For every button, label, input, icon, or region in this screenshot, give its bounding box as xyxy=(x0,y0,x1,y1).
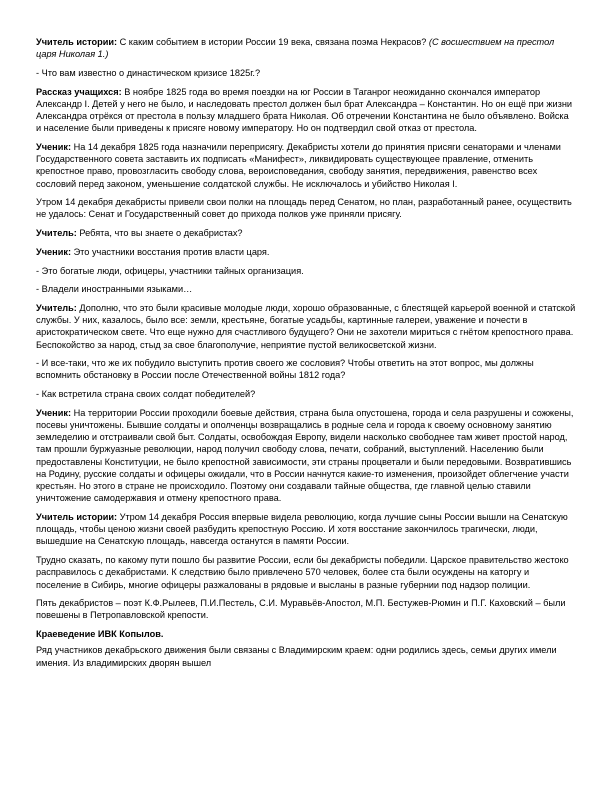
paragraph xyxy=(36,407,576,505)
italic-note: (С восшествием на престол царя Николая 1.) xyxy=(36,37,555,60)
paragraph xyxy=(36,265,576,277)
paragraph-text: Трудно сказать, по какому пути пошло бы развитие России, если бы декабристы победили. Царское правительство жестоко расправилось с декабристами. К следствию было привлечено 570 человек, более ста были осуждены на каторгу и поселение в Сибирь, многие офицеры разжалованы в рядовые и высланы в разные губернии под надзор полиции. xyxy=(36,555,569,590)
paragraph xyxy=(36,227,576,239)
paragraph-text: - Что вам известно о династическом кризисе 1825г.? xyxy=(36,67,261,78)
speaker-label: Учитель: xyxy=(36,302,77,313)
document-page xyxy=(36,36,576,675)
speaker-label: Учитель: xyxy=(36,228,77,239)
speaker-label: Ученик: xyxy=(36,246,72,257)
paragraph xyxy=(36,196,576,220)
paragraph xyxy=(36,644,576,668)
paragraph xyxy=(36,357,576,381)
paragraph-text: Ребята, что вы знаете о декабристах? xyxy=(76,228,243,239)
paragraph-text: - Как встретила страна своих солдат победителей? xyxy=(36,389,256,400)
speaker-label: Учитель истории: xyxy=(36,512,118,522)
paragraph-text: В ноябре 1825 года во время поездки на юг России в Таганрог неожиданно скончался император Александр I. Детей у него не было, и наследовать престол должен был брат Александра – Константин. Но он ещё при жизни Александра отрёкся от престола в пользу младшего брата Николая. Об отречении Константина не было объявлено. Войска и население были приведены к присяге новому императору. Но он подтвердил свой отказ от престола. xyxy=(36,86,573,134)
paragraph xyxy=(36,36,576,60)
paragraph-text: Утром 14 декабря Россия впервые видела революцию, когда лучшие сыны России вышли на Сенатскую площадь, чтобы ценою жизни своей разбудить крепостную Россию. И хотя восстание закончилось трагически, люди, вышедшие на Сенатскую площадь, навсегда останутся в памяти России. xyxy=(36,512,568,547)
paragraph xyxy=(36,283,576,295)
paragraph-text: Это участники восстания против власти царя. xyxy=(71,246,270,257)
paragraph-text: На территории России проходили боевые действия, страна была опустошена, города и села разрушены и сожжены, посевы уничтожены. Бывшие солдаты и ополченцы возвращались в родные села и города к своему основному занятию земледелию и отстраивали свой быт. Солдаты, освобождая Европу, видели насколько свободнее там живет простой народ, там прошли буржуазные революции, народ получил свободу слова, печати, собраний, выступлений. Населению были предоставлены Конституции, не было крепостной зависимости, эти страны процветали и были передовыми. Возвратившись на Родину, русские солдаты и офицеры ожидали, что в России начнутся какие-то изменения, произойдет облегчение участи крестьян. Но этого в стране не происходило. Поэтому они создавали тайные общества, где главной целью ставили уничтожение самодержавия и отмену крепостного права. xyxy=(36,407,574,504)
speaker-label: Ученик: xyxy=(36,407,72,418)
paragraph-text: Ряд участников декабрьского движения были связаны с Владимирским краем: одни родились здесь, семьи других имели имения. Из владимирских дворян вышел xyxy=(36,645,557,668)
paragraph xyxy=(36,302,576,351)
paragraph xyxy=(36,511,576,548)
paragraph xyxy=(36,141,576,190)
paragraph xyxy=(36,388,576,400)
paragraph xyxy=(36,246,576,258)
paragraph xyxy=(36,86,576,135)
paragraph-text: Утром 14 декабря декабристы привели свои полки на площадь перед Сенатом, но план, разработанный ранее, осуществить не удалось: Сенат и Государственный совет до прихода полков уже приняли присягу. xyxy=(36,197,572,220)
paragraph xyxy=(36,554,576,591)
paragraph xyxy=(36,67,576,79)
paragraph-text: - Это богатые люди, офицеры, участники тайных организация. xyxy=(36,265,304,276)
paragraph xyxy=(36,597,576,621)
section-heading-text: Краеведение ИВК Копылов. xyxy=(36,629,164,640)
paragraph-text: Дополню, что это были красивые молодые люди, хорошо образованные, с блестящей карьерой военной и статской службы. У них, казалось, было все: земли, крестьяне, богатые усадьбы, картинные галереи, уважение и почести в аристократическом свете. Что еще нужно для счастливого будущего? Они не захотели мириться с гнётом крепостного права. Беспокойство за народ, стыд за свое благополучие, неприятие пустой великосветской жизни. xyxy=(36,302,576,350)
speaker-label: Рассказ учащихся: xyxy=(36,86,122,97)
paragraph-text: - Владели иностранными языками… xyxy=(36,284,193,295)
paragraph-text: - И все-таки, что же их побудило выступить против своего же сословия? Чтобы ответить на этот вопрос, мы должны вспомнить обстановку в России после Отечественной войны 1812 года? xyxy=(36,358,534,381)
section-heading xyxy=(36,628,576,640)
speaker-label: Ученик: xyxy=(36,141,72,152)
paragraph-text: Пять декабристов – поэт К.Ф.Рылеев, П.И.Пестель, С.И. Муравьёв-Апостол, М.П. Бестужев-Рюмин и П.Г. Каховский – были повешены в Петропавловской крепости. xyxy=(36,598,566,621)
speaker-label: Учитель истории: xyxy=(36,37,118,47)
paragraph-text: На 14 декабря 1825 года назначили переприсягу. Декабристы хотели до принятия присяги сенаторами и членами Государственного совета заставить их подписать «Манифест», ликвидировать существующее правление, отменить крепостное право, провозгласить свободу слова, вероисповедания, свободу занятия, передвижения, равенство всех сословий перед законом, уменьшение солдатской службы. Не исключалось и убийство Николая I. xyxy=(36,141,561,189)
paragraph-text: С каким событием в истории России 19 века, связана поэма Некрасов? xyxy=(117,37,427,47)
